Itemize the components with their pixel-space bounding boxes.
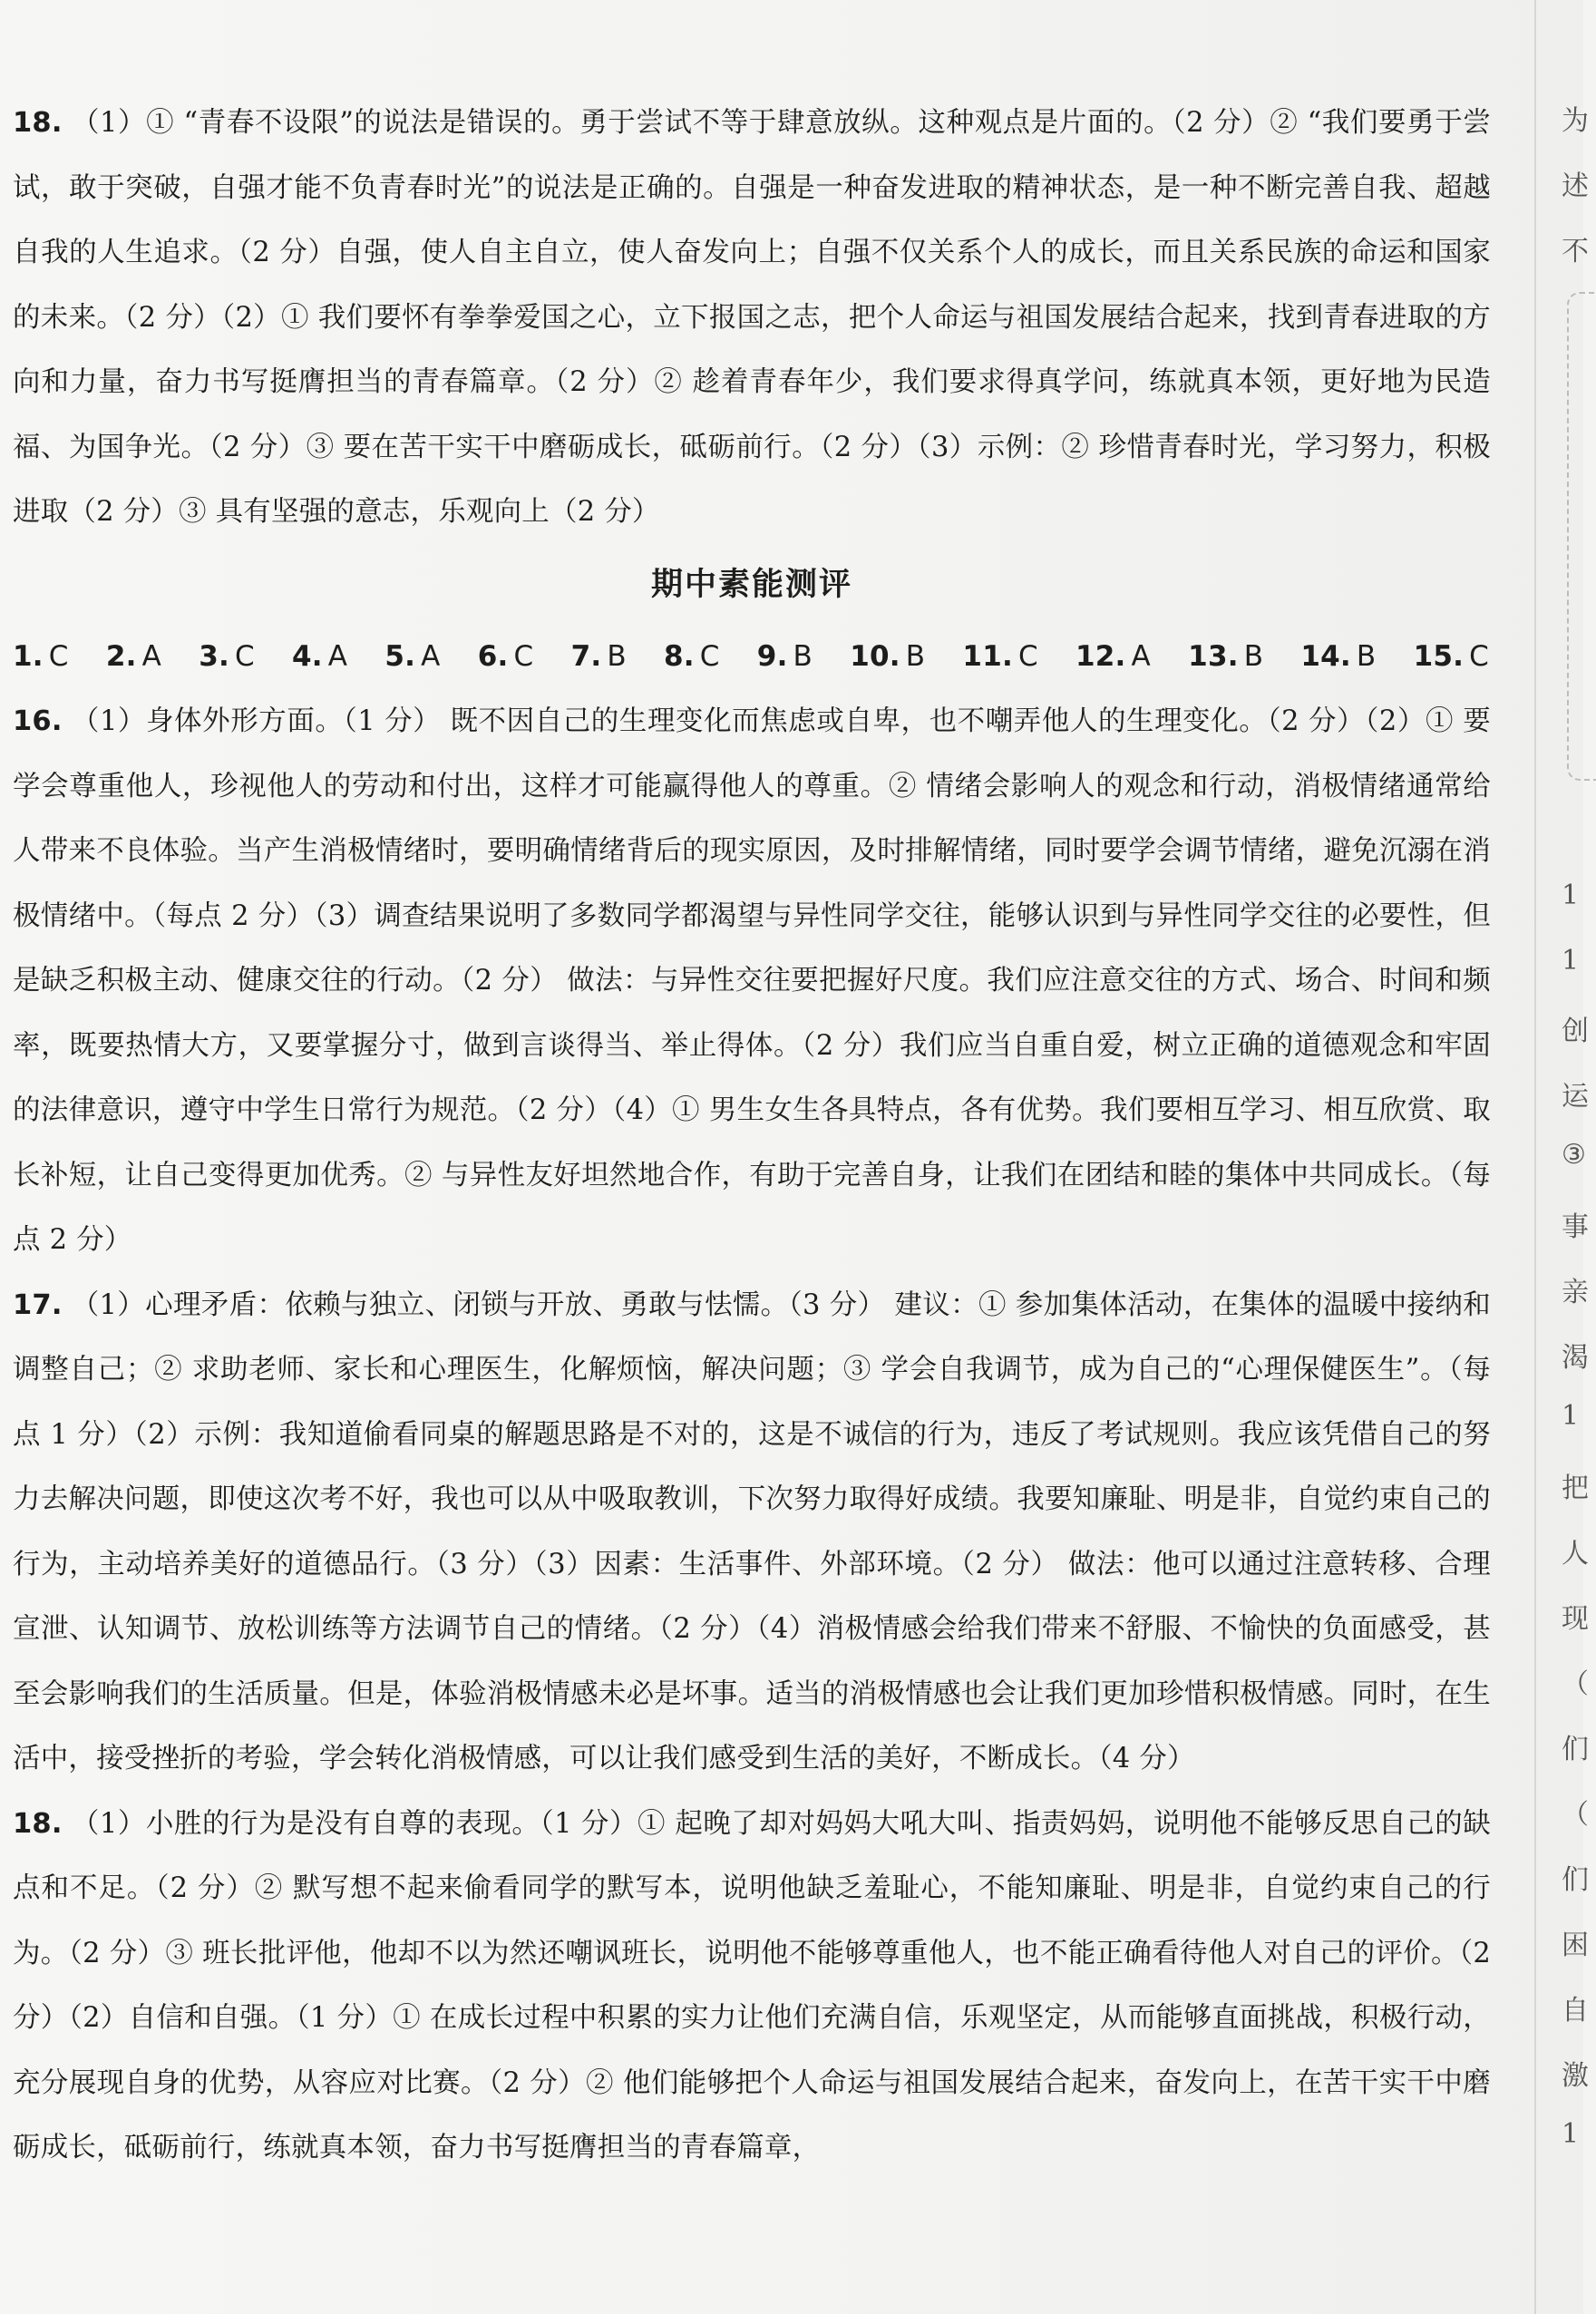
mc-answer-letter: A (421, 639, 441, 673)
mc-question-number: 15. (1413, 639, 1465, 673)
mc-question-number: 14. (1300, 639, 1351, 673)
answer-body (13, 91, 1491, 2181)
mc-answer-letter: C (1017, 639, 1038, 673)
mc-answer-item (571, 625, 627, 690)
q17-answer (13, 1273, 1491, 1792)
page-gutter (1534, 0, 1536, 2314)
answer-text: （1）身体外形方面。（1 分） 既不因自己的生理变化而焦虑或自卑，也不嘲弄他人的生理变化。（2 分）（2）① 要学会尊重他人，珍视他人的劳动和付出，这样才可能赢得他人的尊重。② 情绪会影响人的观念和行动，消极情绪通常给人带来不良体验。当产生消极情绪时，要明确情绪背后的现实原因，及时排解情绪，同时要学会调节情绪，避免沉溺在消极情绪中。（每点 2 分）（3）调查结果说明了多数同学都渴望与异性同学交往，能够认识到与异性同学交往的必要性，但是缺乏积极主动、健康交往的行动。（2 分） 做法：与异性交往要把握好尺度。我们应注意交往的方式、场合、时间和频率，既要热情大方，又要掌握分寸，做到言谈得当、举止得体。（2 分）我们应当自重自爱，树立正确的道德观念和牢固的法律意识，遵守中学生日常行为规范。（2 分）（4）① 男生女生各具特点，各有优势。我们要相互学习、相互欣赏、取长补短，让自己变得更加优秀。② 与异性友好坦然地合作，有助于完善自身，让我们在团结和睦的集体中共同成长。（每点 2 分） (13, 705, 1491, 1256)
mc-question-number: 2. (105, 639, 137, 673)
mc-question-number: 6. (477, 639, 509, 673)
mc-question-number: 10. (850, 639, 900, 673)
mc-answer-letter: C (699, 639, 720, 673)
mc-question-number: 7. (570, 639, 602, 673)
bleed-character: （ (1562, 1799, 1589, 1831)
mc-question-number: 12. (1075, 639, 1126, 673)
mc-answer-letter: C (234, 639, 255, 673)
bleed-character: 不 (1562, 236, 1589, 267)
mc-question-number: 4. (292, 639, 323, 673)
mc-answer-item (1075, 625, 1151, 690)
mc-answer-item (292, 625, 347, 690)
bleed-character: 运 (1562, 1081, 1589, 1113)
multiple-choice-answers (13, 625, 1489, 690)
mc-answer-item (384, 625, 440, 690)
mc-question-number: 13. (1188, 639, 1239, 673)
mc-answer-letter: B (1243, 639, 1264, 673)
bleed-character: 把 (1562, 1473, 1589, 1504)
mc-question-number: 5. (384, 639, 416, 673)
mc-answer-item (199, 625, 255, 690)
bleed-character: 亲 (1562, 1277, 1589, 1308)
answer-text: （1）① “青春不设限”的说法是错误的。勇于尝试不等于肆意放纵。这种观点是片面的。（2 分）② “我们要勇于尝试，敢于突破，自强才能不负青春时光”的说法是正确的。自强是一种奋发进取的精神状态，是一种不断完善自我、超越自我的人生追求。（2 分）自强，使人自主自立，使人奋发向上；自强不仅关系个人的成长，而且关系民族的命运和国家的未来。（2 分）（2）① 我们要怀有拳拳爱国之心，立下报国之志，把个人命运与祖国发展结合起来，找到青春进取的方向和力量，奋力书写挺膺担当的青春篇章。（2 分）② 趁着青春年少，我们要求得真学问，练就真本领，更好地为民造福、为国争光。（2 分）③ 要在苦干实干中磨砺成长，砥砺前行。（2 分）（3）示例：② 珍惜青春时光，学习努力，积极进取（2 分）③ 具有坚强的意志，乐观向上（2 分） (13, 107, 1491, 528)
bleed-character: ③ (1562, 1139, 1586, 1171)
bleed-character: 述 (1562, 170, 1589, 202)
bleed-character: 困 (1562, 1930, 1589, 1961)
mc-question-number: 1. (13, 639, 44, 673)
bleed-character: 们 (1562, 1864, 1589, 1896)
bleed-character: 为 (1562, 105, 1589, 137)
mc-question-number: 8. (663, 639, 695, 673)
mc-answer-item (106, 625, 161, 690)
mc-answer-letter: A (327, 639, 348, 673)
section-title: 期中素能测评 (650, 566, 852, 603)
mc-answer-letter: A (1131, 639, 1151, 673)
question-number: 16. (13, 705, 63, 737)
mc-answer-item (850, 625, 925, 690)
bleed-character: 现 (1562, 1603, 1589, 1635)
question-number: 17. (13, 1288, 63, 1321)
mc-answer-item (478, 625, 534, 690)
mc-answer-letter: C (48, 639, 69, 673)
bleed-character: 事 (1562, 1211, 1589, 1243)
mc-answer-letter: B (905, 639, 926, 673)
mc-answer-item (757, 625, 813, 690)
question-number: 18. (13, 107, 63, 139)
q18-prev-answer (13, 91, 1491, 545)
bleed-character: 1 (1562, 880, 1580, 911)
mc-answer-item (1188, 625, 1263, 690)
q16-answer (13, 689, 1491, 1273)
mc-answer-item (962, 625, 1037, 690)
bleed-character: 1 (1562, 2118, 1580, 2150)
bleed-character: （ (1562, 1668, 1589, 1700)
q18-answer (13, 1792, 1491, 2181)
mc-answer-item (664, 625, 720, 690)
bleed-character: 自 (1562, 1995, 1589, 2027)
mc-question-number: 11. (962, 639, 1013, 673)
mc-answer-letter: A (141, 639, 161, 673)
question-number: 18. (13, 1807, 63, 1840)
mc-answer-letter: B (793, 639, 813, 673)
bleed-character: 创 (1562, 1016, 1589, 1047)
bleed-character: 渴 (1562, 1342, 1589, 1374)
mc-answer-item (13, 625, 69, 690)
mc-answer-letter: B (1356, 639, 1377, 673)
answer-text: （1）心理矛盾：依赖与独立、闭锁与开放、勇敢与怯懦。（3 分） 建议：① 参加集体活动，在集体的温暖中接纳和调整自己；② 求助老师、家长和心理医生，化解烦恼，解决问题；③ 学会自我调节，成为自己的“心理保健医生”。（每点 1 分）（2）示例：我知道偷看同桌的解题思路是不对的，这是不诚信的行为，违反了考试规则。我应该凭借自己的努力去解决问题，即使这次考不好，我也可以从中吸取教训，下次努力取得好成绩。我要知廉耻、明是非，自觉约束自己的行为，主动培养美好的道德品行。（3 分）（3）因素：生活事件、外部环境。（2 分） 做法：他可以通过注意转移、合理宣泄、认知调节、放松训练等方法调节自己的情绪。（2 分）（4）消极情感会给我们带来不舒服、不愉快的负面感受，甚至会影响我们的生活质量。但是，体验消极情感未必是坏事。适当的消极情感也会让我们更加珍惜积极情感。同时，在生活中，接受挫折的考验，学会转化消极情感，可以让我们感受到生活的美好，不断成长。（4 分） (13, 1288, 1491, 1774)
answer-text: （1）小胜的行为是没有自尊的表现。（1 分）① 起晚了却对妈妈大吼大叫、指责妈妈，说明他不能够反思自己的缺点和不足。（2 分）② 默写想不起来偷看同学的默写本，说明他缺乏羞耻心，不能知廉耻、明是非，自觉约束自己的行为。（2 分）③ 班长批评他，他却不以为然还嘲讽班长，说明他不能够尊重他人，也不能正确看待他人对自己的评价。（2 分）（2）自信和自强。（1 分）① 在成长过程中积累的实力让他们充满自信，乐观坚定，从而能够直面挑战，积极行动，充分展现自身的优势，从容应对比赛。（2 分）② 他们能够把个人命运与祖国发展结合起来，奋发向上，在苦干实干中磨砺成长，砥砺前行，练就真本领，奋力书写挺膺担当的青春篇章， (13, 1807, 1491, 2163)
bleed-character: 们 (1562, 1734, 1589, 1765)
mc-answer-letter: C (1469, 639, 1489, 673)
mc-answer-letter: C (513, 639, 534, 673)
next-page-bleed (1560, 0, 1589, 2314)
mc-answer-letter: B (607, 639, 627, 673)
bleed-character: 1 (1562, 945, 1580, 977)
bleed-character: 1 (1562, 1400, 1580, 1432)
mc-answer-item (1300, 625, 1376, 690)
mc-answer-item (1414, 625, 1489, 690)
bleed-character: 激 (1562, 2060, 1589, 2092)
mc-question-number: 9. (756, 639, 788, 673)
bleed-character: 人 (1562, 1538, 1589, 1570)
mc-question-number: 3. (199, 639, 229, 673)
